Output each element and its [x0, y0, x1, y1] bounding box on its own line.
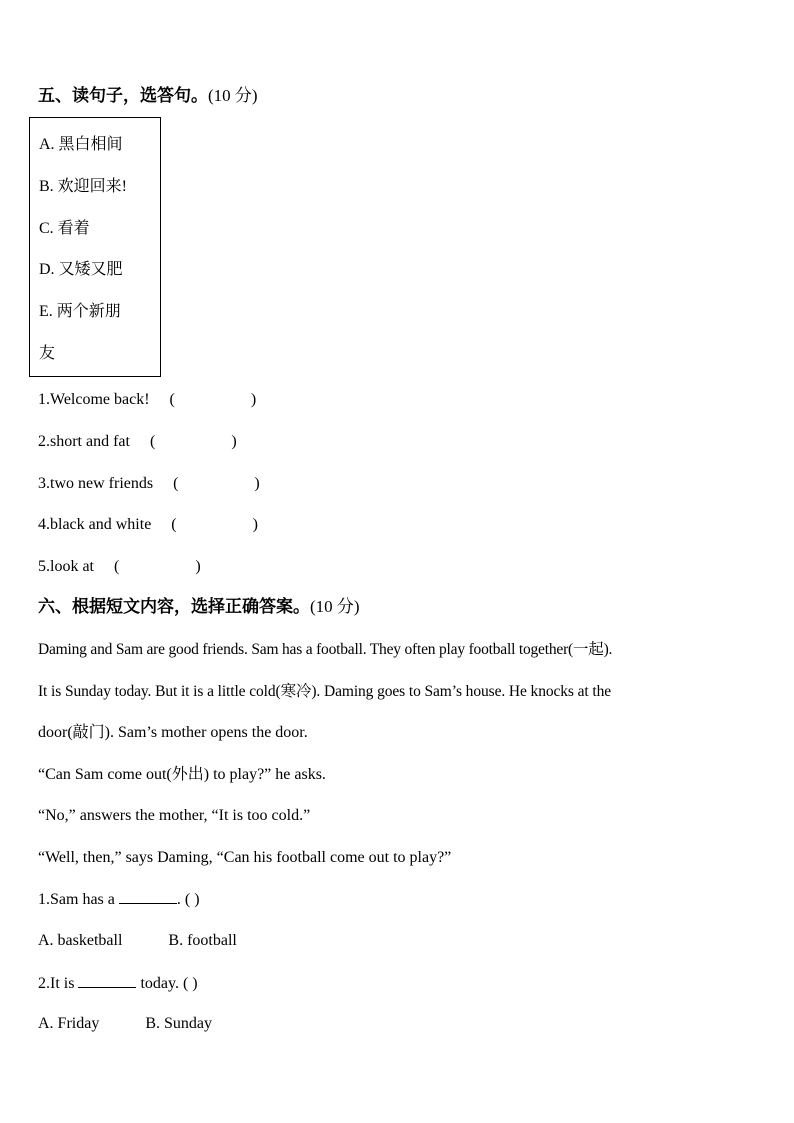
answer-paren-close: ) [231, 433, 237, 450]
section-5-heading [38, 86, 258, 106]
section-6-points: (10 分) [310, 597, 360, 616]
answer-paren-close: ) [250, 391, 257, 408]
section-5-title: 五、读句子，选答句。 [38, 86, 208, 105]
section-6-heading [38, 597, 360, 617]
question-6-2-choices [38, 1014, 212, 1034]
answer-paren-open: ( [149, 433, 156, 450]
passage-line-1: Daming and Sam are good friends. Sam has a football. They often play football together(一起). [38, 641, 613, 658]
option-e-continued: 友 [39, 345, 56, 362]
answer-paren-close: ) [254, 475, 260, 492]
question-text: 4.black and white [38, 516, 152, 533]
question-6-2 [38, 973, 198, 994]
fill-in-blank[interactable] [78, 973, 136, 988]
passage-line-2: It is Sunday today. But it is a little cold(寒冷). Daming goes to Sam’s house. He knocks at the [38, 683, 612, 700]
passage-line-3: door(敲门). Sam’s mother opens the door. [38, 724, 308, 741]
question-5-1 [38, 390, 256, 410]
question-suffix: . ( ) [176, 891, 200, 908]
section-6-title: 六、根据短文内容，选择正确答案。 [38, 597, 310, 616]
choice-a[interactable]: A. Friday [38, 1015, 100, 1032]
question-5-4 [38, 515, 258, 535]
answer-paren-close: ) [252, 516, 258, 533]
fill-in-blank[interactable] [119, 889, 177, 904]
answer-paren-open: ( [169, 391, 175, 408]
question-5-5 [38, 557, 201, 577]
option-a: A. 黑白相间 [39, 136, 123, 153]
answer-paren-close: ) [195, 558, 201, 575]
question-text: 3.two new friends [38, 475, 154, 492]
option-d: D. 又矮又肥 [39, 261, 123, 278]
option-e: E. 两个新朋 [39, 303, 121, 320]
question-5-3 [38, 474, 260, 494]
answer-paren-open: ( [114, 558, 120, 575]
passage-line-6: “Well, then,” says Daming, “Can his football come out to play?” [38, 849, 452, 866]
question-6-1-choices [38, 931, 237, 951]
choice-b[interactable]: B. Sunday [145, 1015, 212, 1032]
passage-line-4: “Can Sam come out(外出) to play?” he asks. [38, 766, 326, 783]
passage-line-5: “No,” answers the mother, “It is too cold.” [38, 807, 311, 824]
question-text: 5.look at [38, 558, 94, 575]
question-prefix: 1.Sam has a [38, 891, 119, 908]
options-box [29, 117, 161, 377]
option-c: C. 看着 [39, 220, 90, 237]
option-b: B. 欢迎回来! [39, 178, 128, 195]
question-suffix: today. ( ) [136, 975, 198, 992]
section-5-points: (10 分) [208, 86, 258, 105]
choice-b[interactable]: B. football [168, 932, 237, 949]
choice-a[interactable]: A. basketball [38, 932, 123, 949]
question-text: 1.Welcome back! [38, 391, 150, 408]
answer-paren-open: ( [171, 516, 177, 533]
question-text: 2.short and fat [38, 433, 130, 450]
question-6-1 [38, 889, 200, 910]
answer-paren-open: ( [173, 475, 179, 492]
question-5-2 [38, 432, 237, 452]
question-prefix: 2.It is [38, 975, 79, 992]
